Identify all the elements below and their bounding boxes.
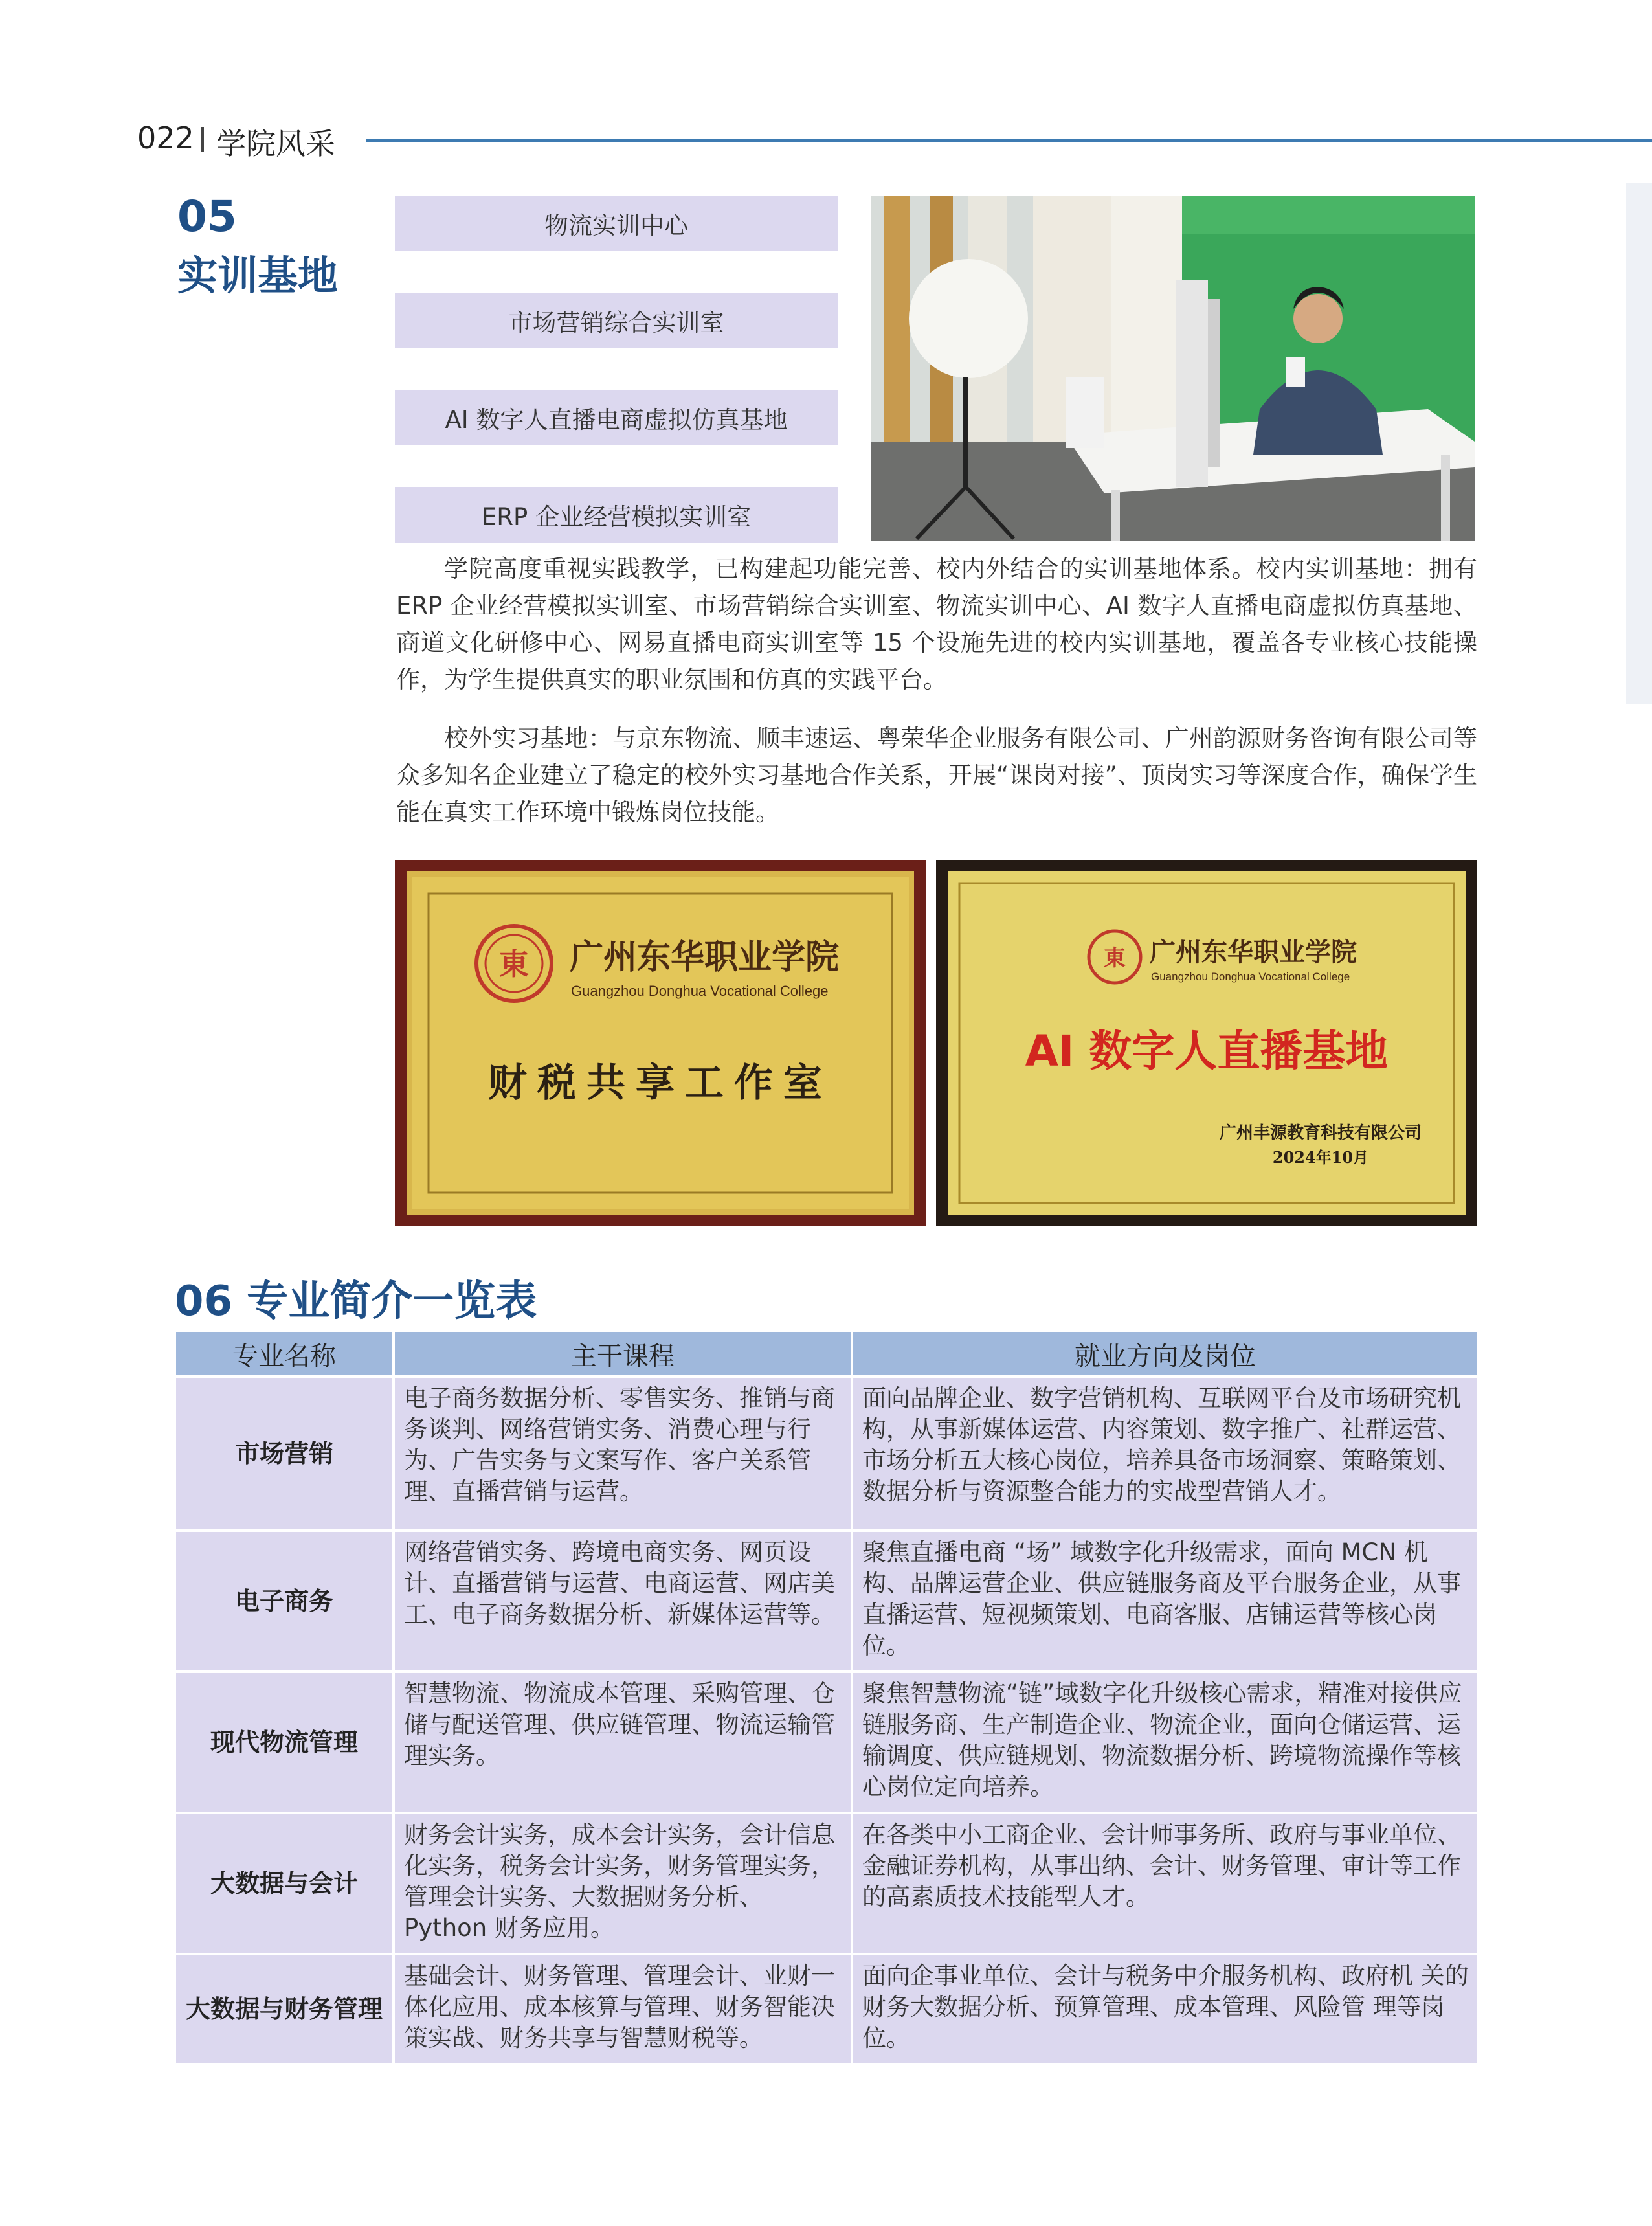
section-05-number: 05	[177, 192, 237, 242]
plaque2-seal: 東	[1104, 945, 1126, 971]
table-row	[176, 1954, 1477, 2063]
major-name: 大数据与财务管理	[176, 1954, 394, 2063]
plaque1-seal: 東	[499, 947, 529, 982]
major-name: 电子商务	[176, 1531, 394, 1672]
plaque2-title: AI 数字人直播基地	[1025, 1026, 1389, 1076]
table-row	[176, 1672, 1477, 1813]
column-header-careers: 就业方向及岗位	[852, 1332, 1477, 1377]
major-courses: 电子商务数据分析、零售实务、推销与商务谈判、网络营销实务、消费心理与行为、广告实务与文案写作、客户关系管理、直播营销与运营。	[394, 1377, 852, 1531]
major-courses: 财务会计实务，成本会计实务，会计信息化实务，税务会计实务，财务管理实务，管理会计实务、大数据财务分析、Python 财务应用。	[394, 1813, 852, 1954]
header-section-name: 学院风采	[216, 126, 335, 161]
major-name: 市场营销	[176, 1377, 394, 1531]
page-number: 022	[137, 120, 194, 155]
side-decoration	[1626, 183, 1652, 704]
plaque1-college-en: Guangzhou Donghua Vocational College	[571, 983, 829, 999]
major-careers: 聚焦智慧物流“链”域数字化升级核心需求，精准对接供应链服务商、生产制造企业、物流企业，面向仓储运营、运输调度、供应链规划、物流数据分析、跨境物流操作等核心岗位定向培养。	[852, 1672, 1477, 1813]
plaque2-college-cn: 广州东华职业学院	[1150, 937, 1357, 967]
major-careers: 面向企事业单位、会计与税务中介服务机构、政府机 关的财务大数据分析、预算管理、成本管理、风险管 理等岗位。	[852, 1954, 1477, 2063]
facility-label-ai-live: AI 数字人直播电商虚拟仿真基地	[395, 390, 838, 445]
paragraph-internal-bases: 学院高度重视实践教学，已构建起功能完善、校内外结合的实训基地体系。校内实训基地：拥有 ERP 企业经营模拟实训室、市场营销综合实训室、物流实训中心、AI 数字人直播电商虚拟仿真基地、商道文化研修中心、网易直播电商实训室等 15 个设施先进的校内实训基地，覆盖各专业核心技能操作，为学生提供真实的职业氛围和仿真的实践平台。	[396, 555, 1477, 693]
header-separator	[201, 127, 204, 152]
column-header-courses: 主干课程	[394, 1332, 852, 1377]
paragraph-external-bases: 校外实习基地：与京东物流、顺丰速运、粤荣华企业服务有限公司、广州韵源财务咨询有限公司等众多知名企业建立了稳定的校外实习基地合作关系，开展“课岗对接”、顶岗实习等深度合作，确保学生能在真实工作环境中锻炼岗位技能。	[396, 725, 1477, 826]
plaque-ai-live-base	[936, 860, 1477, 1226]
table-row	[176, 1813, 1477, 1954]
plaque1-college-cn: 广州东华职业学院	[570, 938, 840, 977]
major-careers: 在各类中小工商企业、会计师事务所、政府与事业单位、金融证券机构，从事出纳、会计、财务管理、审计等工作的高素质技术技能型人才。	[852, 1813, 1477, 1954]
facility-label-marketing: 市场营销综合实训室	[395, 293, 838, 348]
facility-label-logistics: 物流实训中心	[395, 196, 838, 251]
studio-photo	[871, 196, 1475, 541]
plaque2-college-en: Guangzhou Donghua Vocational College	[1151, 971, 1350, 983]
section-05-title: 实训基地	[177, 252, 339, 299]
header-rule	[366, 139, 1652, 142]
section-06-title: 06 专业简介一览表	[175, 1277, 537, 1325]
plaque2-company: 广州丰源教育科技有限公司	[1219, 1123, 1422, 1143]
facility-label-erp: ERP 企业经营模拟实训室	[395, 487, 838, 543]
majors-table	[176, 1332, 1477, 2063]
plaque1-title: 财税共享工作室	[488, 1061, 832, 1106]
major-careers: 面向品牌企业、数字营销机构、互联网平台及市场研究机构，从事新媒体运营、内容策划、数字推广、社群运营、市场分析五大核心岗位，培养具备市场洞察、策略策划、数据分析与资源整合能力的实战型营销人才。	[852, 1377, 1477, 1531]
major-name: 大数据与会计	[176, 1813, 394, 1954]
plaque-finance-tax	[395, 860, 926, 1226]
column-header-major: 专业名称	[176, 1332, 394, 1377]
major-careers: 聚焦直播电商 “场” 域数字化升级需求，面向 MCN 机构、品牌运营企业、供应链服务商及平台服务企业，从事直播运营、短视频策划、电商客服、店铺运营等核心岗位。	[852, 1531, 1477, 1672]
major-name: 现代物流管理	[176, 1672, 394, 1813]
table-row	[176, 1377, 1477, 1531]
major-courses: 基础会计、财务管理、管理会计、业财一 体化应用、成本核算与管理、财务智能决 策实战、财务共享与智慧财税等。	[394, 1954, 852, 2063]
major-courses: 智慧物流、物流成本管理、采购管理、仓储与配送管理、供应链管理、物流运输管理实务。	[394, 1672, 852, 1813]
table-row	[176, 1531, 1477, 1672]
plaque2-date: 2024年10月	[1272, 1148, 1369, 1167]
major-courses: 网络营销实务、跨境电商实务、网页设计、直播营销与运营、电商运营、网店美工、电子商务数据分析、新媒体运营等。	[394, 1531, 852, 1672]
table-header-row	[176, 1332, 1477, 1377]
